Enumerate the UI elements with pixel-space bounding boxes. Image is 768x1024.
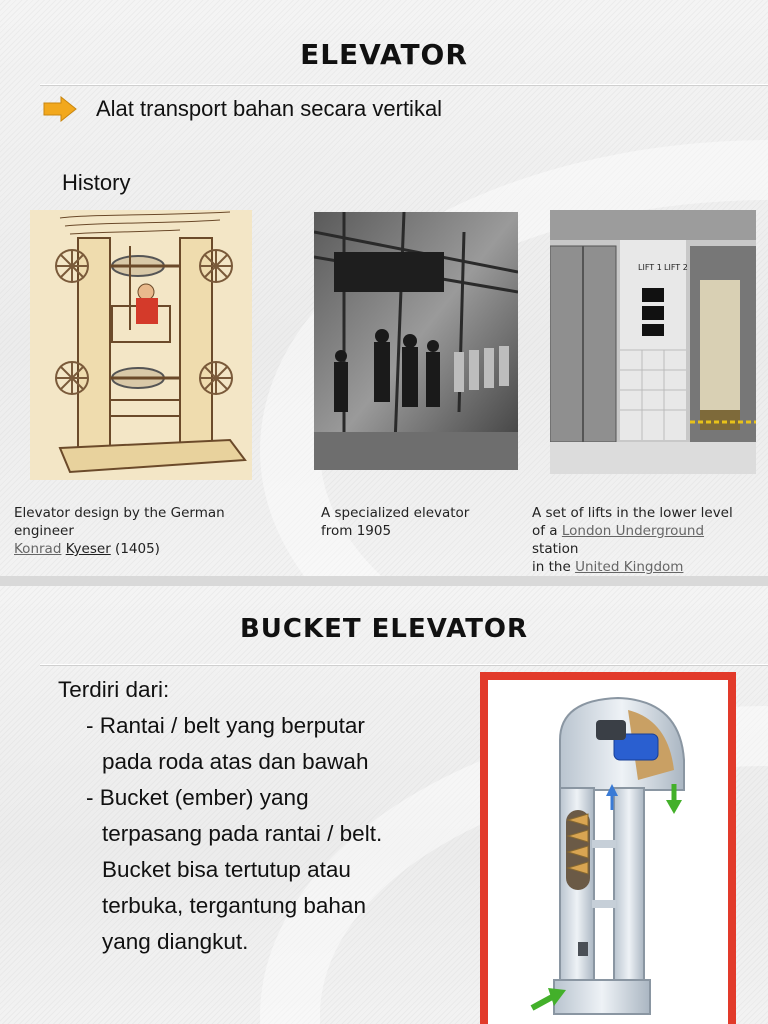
lift2-sign: LIFT 2 xyxy=(664,263,688,272)
history-heading: History xyxy=(62,170,131,195)
caption-london xyxy=(532,504,733,576)
caption-line: station xyxy=(532,541,579,557)
title-divider xyxy=(40,84,768,85)
bucket-elevator-diagram xyxy=(488,680,728,1024)
body-text xyxy=(58,672,382,960)
london-underground-lifts-photo xyxy=(550,210,756,474)
caption-prefix: of a xyxy=(532,523,558,539)
title-divider xyxy=(40,664,768,665)
body-line: Terdiri dari: xyxy=(58,677,170,702)
body-line: terpasang pada rantai / belt. xyxy=(102,821,383,846)
caption-line xyxy=(532,522,733,540)
lift1-sign: LIFT 1 xyxy=(638,263,662,272)
body-line: pada roda atas dan bawah xyxy=(102,749,369,774)
bullet-text: Alat transport bahan secara vertikal xyxy=(96,96,443,121)
arrow-bullet-icon xyxy=(42,96,78,122)
caption-line: A set of lifts in the lower level xyxy=(532,505,733,521)
caption-line xyxy=(532,558,733,576)
body-line: - Bucket (ember) yang xyxy=(86,785,309,810)
caption-kyeser xyxy=(14,504,225,558)
link-united-kingdom[interactable]: United Kingdom xyxy=(575,559,684,575)
caption-line: A specialized elevator xyxy=(321,505,470,521)
link-london-underground[interactable]: London Underground xyxy=(561,523,705,539)
caption-prefix: in the xyxy=(532,559,571,575)
factory-elevator-photo xyxy=(314,212,518,470)
caption-line: engineer xyxy=(14,523,74,539)
kyeser-elevator-drawing xyxy=(30,210,252,480)
body-line: terbuka, tergantung bahan xyxy=(102,893,366,918)
link-konrad[interactable]: Konrad xyxy=(14,541,62,557)
caption-line: Elevator design by the German xyxy=(14,505,225,521)
slide-title: ELEVATOR xyxy=(300,38,468,71)
caption-line xyxy=(14,540,225,558)
slide-bucket-elevator xyxy=(0,586,768,1024)
link-kyeser[interactable]: Kyeser xyxy=(65,541,111,557)
caption-1905 xyxy=(321,504,469,540)
body-line: Bucket bisa tertutup atau xyxy=(102,857,351,882)
body-line: - Rantai / belt yang berputar xyxy=(86,713,365,738)
slide-title: BUCKET ELEVATOR xyxy=(239,614,529,644)
caption-year: (1405) xyxy=(115,541,160,557)
caption-line: from 1905 xyxy=(321,523,392,539)
bucket-elevator-image-frame xyxy=(480,672,736,1024)
body-line: yang diangkut. xyxy=(102,929,249,954)
